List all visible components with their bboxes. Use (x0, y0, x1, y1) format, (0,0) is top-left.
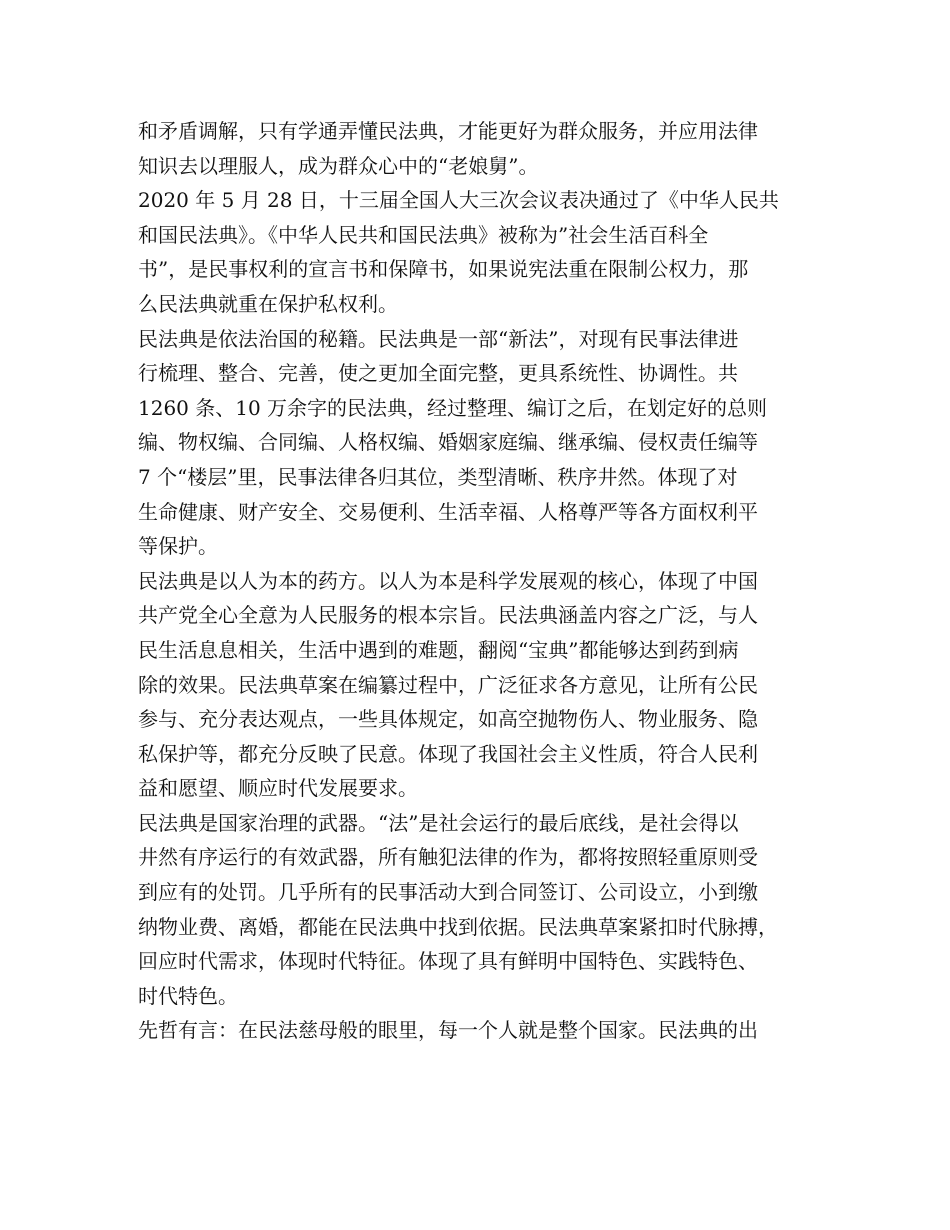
text-line: 编、物权编、合同编、人格权编、婚姻家庭编、继承编、侵权责任编等 (138, 430, 758, 455)
text-line: 除的效果。民法典草案在编纂过程中，广泛征求各方意见，让所有公民 (138, 672, 758, 697)
text-line: 时代特色。 (138, 983, 238, 1008)
text-line: 么民法典就重在保护私权利。 (138, 291, 398, 316)
text-line: 民法典是依法治国的秘籍。民法典是一部“新法”，对现有民事法律进 (138, 326, 739, 351)
text-line: 等保护。 (138, 534, 218, 559)
text-line: 井然有序运行的有效武器，所有触犯法律的作为，都将按照轻重原则受 (138, 845, 758, 870)
text-line: 行梳理、整合、完善，使之更加全面完整，更具系统性、协调性。共 (138, 361, 738, 386)
text-line: 先哲有言：在民法慈母般的眼里，每一个人就是整个国家。民法典的出 (138, 1018, 758, 1043)
text-line: 民生活息息相关，生活中遇到的难题，翻阅“宝典”都能够达到药到病 (138, 637, 739, 662)
text-line: 7 个“楼层”里，民事法律各归其位，类型清晰、秩序井然。体现了对 (138, 464, 738, 489)
text-line: 和国民法典》。《中华人民共和国民法典》被称为”社会生活百科全 (138, 222, 709, 247)
text-line: 私保护等，都充分反映了民意。体现了我国社会主义性质，符合人民利 (138, 741, 758, 766)
text-line: 共产党全心全意为人民服务的根本宗旨。民法典涵盖内容之广泛，与人 (138, 603, 758, 628)
text-line: 书”，是民事权利的宣言书和保障书，如果说宪法重在限制公权力，那 (138, 257, 749, 282)
text-line: 知识去以理服人，成为群众心中的“老娘舅”。 (138, 153, 539, 178)
text-line: 参与、充分表达观点，一些具体规定，如高空抛物伤人、物业服务、隐 (138, 707, 758, 732)
text-line: 2020 年 5 月 28 日，十三届全国人大三次会议表决通过了《中华人民共 (138, 188, 779, 213)
body-text (138, 114, 838, 1048)
text-line: 纳物业费、离婚，都能在民法典中找到依据。民法典草案紧扣时代脉搏， (138, 914, 778, 939)
text-line: 到应有的处罚。几乎所有的民事活动大到合同签订、公司设立，小到缴 (138, 880, 758, 905)
text-line: 和矛盾调解，只有学通弄懂民法典，才能更好为群众服务，并应用法律 (138, 119, 758, 143)
text-line: 民法典是以人为本的药方。以人为本是科学发展观的核心，体现了中国 (138, 568, 758, 593)
text-line: 生命健康、财产安全、交易便利、生活幸福、人格尊严等各方面权利平 (138, 499, 758, 524)
text-line: 益和愿望、顺应时代发展要求。 (138, 776, 418, 801)
text-line: 回应时代需求，体现时代特征。体现了具有鲜明中国特色、实践特色、 (138, 949, 758, 974)
text-line: 民法典是国家治理的武器。“法”是社会运行的最后底线，是社会得以 (138, 810, 739, 835)
text-line: 1260 条、10 万余字的民法典，经过整理、编订之后，在划定好的总则 (138, 395, 768, 420)
